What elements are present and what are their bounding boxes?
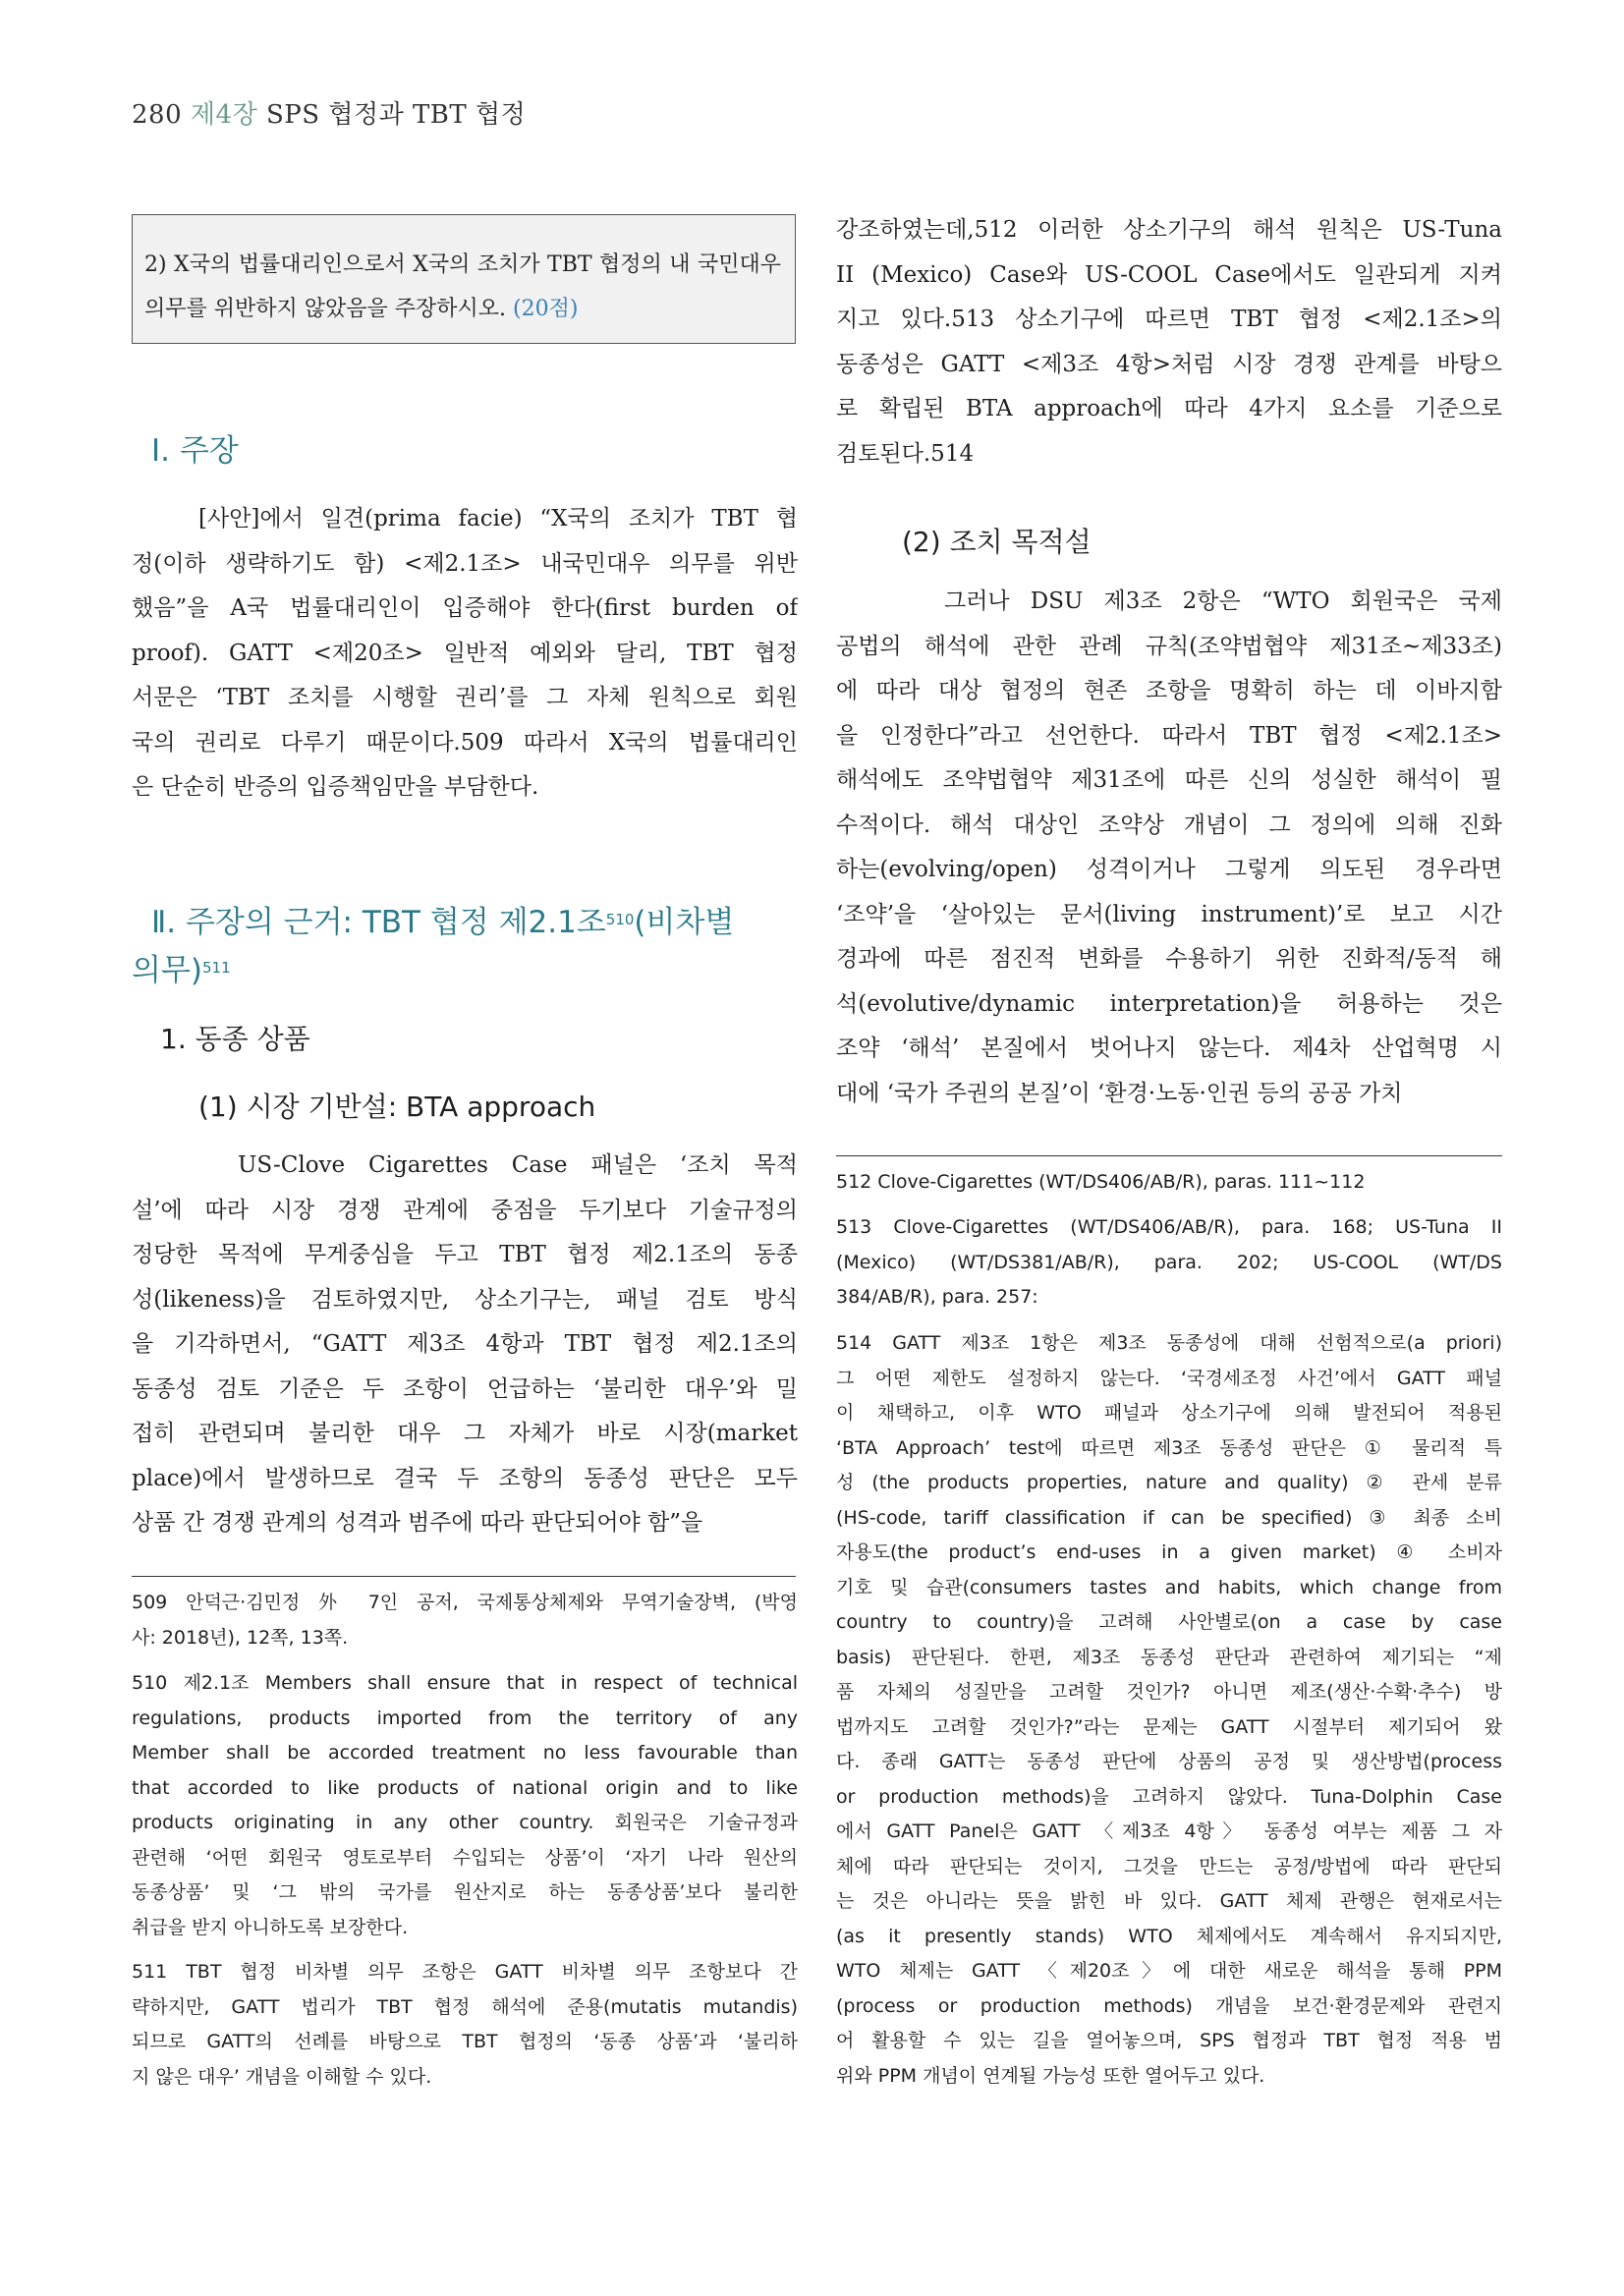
- text-line: 조약 ‘해석’ 본질에서 벗어나지 않는다. 제4차 산업혁명 시: [836, 1036, 1502, 1061]
- text-line: 사: 2018년), 12쪽, 13쪽.: [132, 1626, 349, 1649]
- left-paragraph-1: [132, 497, 798, 811]
- footnote-511: [132, 1955, 798, 2095]
- text-line: 512 Clove-Cigarettes (WT/DS406/AB/R), paras. 111~112: [836, 1171, 1366, 1193]
- text-line: 취급을 받지 아니하도록 보장한다.: [132, 1916, 409, 1938]
- text-line: 공법의 해석에 관한 관례 규칙(조약법협약 제31조~제33조): [836, 633, 1502, 659]
- footnote-509: [132, 1586, 798, 1655]
- text-line: proof). GATT <제20조> 일반적 예외와 달리, TBT 협정: [132, 640, 798, 666]
- text-line: 그러나 DSU 제3조 2항은 “WTO 회원국은 국제: [944, 588, 1502, 614]
- text-line: 위와 PPM 개념이 연계될 가능성 또한 열어두고 있다.: [836, 2064, 1265, 2087]
- text-line: (process or production methods) 개념을 보건·환경문제와 관련지: [836, 1994, 1502, 2017]
- text-line: 국의 권리로 다루기 때문이다.509 따라서 X국의 법률대리인: [132, 729, 798, 756]
- text-line: (as it presently stands) WTO 체제에서도 계속해서 유지되지만,: [836, 1925, 1502, 1947]
- text-line: 해석에도 조약법협약 제31조에 따른 신의 성실한 해석이 필: [836, 767, 1502, 793]
- text-line: 에서 GATT Panel은 GATT 〈제3조 4항〉 동종성 여부는 제품 그 자: [836, 1820, 1502, 1842]
- text-line: 되므로 GATT의 선례를 바탕으로 TBT 협정의 ‘동종 상품’과 ‘불리하: [132, 2031, 798, 2052]
- text-line: 정당한 목적에 무게중심을 두고 TBT 협정 제2.1조의 동종: [132, 1242, 798, 1267]
- text-line: 509 안덕근·김민정 外 7인 공저, 국제통상체제와 무역기술장벽, (박영: [132, 1592, 798, 1613]
- text-line: 강조하였는데,512 이러한 상소기구의 해석 원칙은 US-Tuna: [836, 217, 1502, 243]
- text-line: Member shall be accorded treatment no less favourable than: [132, 1742, 798, 1764]
- text-line: 을 기각하면서, “GATT 제3조 4항과 TBT 협정 제2.1조의: [132, 1331, 798, 1357]
- running-header: [132, 94, 526, 131]
- subsection-heading-1a: (1) 시장 기반설: BTA approach: [198, 1091, 596, 1123]
- text-line: products originating in any other country. 회원국은 기술규정과: [132, 1812, 798, 1833]
- question-box: [132, 214, 796, 344]
- text-line: 수적이다. 해석 대상인 조약상 개념이 그 정의에 의해 진화: [836, 812, 1502, 838]
- text-line: 정(이하 생략하기도 함) <제2.1조> 내국민대우 의무를 위반: [132, 550, 798, 577]
- subsection-heading-1b: (2) 조치 목적설: [902, 526, 1092, 558]
- text-line: 하는(evolving/open) 성격이거나 그렇게 의도된 경우라면: [836, 857, 1502, 882]
- text-line: [사안]에서 일견(prima facie) “X국의 조치가 TBT 협: [198, 506, 798, 532]
- text-line: WTO 체제는 GATT 〈제20조〉에 대한 새로운 해석을 통해 PPM: [836, 1960, 1502, 1982]
- text-line: 략하지만, GATT 법리가 TBT 협정 해석에 준용(mutatis mutandis): [132, 1995, 798, 2018]
- chapter-title: SPS 협정과 TBT 협정: [265, 100, 527, 130]
- text-line: 성 (the products properties, nature and quality) ② 관세 분류: [836, 1472, 1502, 1493]
- text-line: basis) 판단된다. 한편, 제3조 동종성 판단과 관련하여 제기되는 “제: [836, 1646, 1502, 1668]
- footnote-513: [836, 1210, 1502, 1316]
- text-line: 기호 및 습관(consumers tastes and habits, which change from: [836, 1576, 1502, 1598]
- text-line: 그 어떤 제한도 설정하지 않는다. ‘국경세조정 사건’에서 GATT 패널: [836, 1367, 1502, 1389]
- text-line: 지고 있다.513 상소기구에 따르면 TBT 협정 <제2.1조>의: [836, 307, 1502, 332]
- footnote-512: [836, 1165, 1502, 1201]
- text-line: 설’에 따라 시장 경쟁 관계에 중점을 두기보다 기술규정의: [132, 1197, 798, 1223]
- text-line: 동종성 검토 기준은 두 조항이 언급하는 ‘불리한 대우’와 밀: [132, 1375, 798, 1402]
- text-line: 관련해 ‘어떤 회원국 영토로부터 수입되는 상품’이 ‘자기 나라 원산의: [132, 1846, 798, 1869]
- text-line: 지 않은 대우’ 개념을 이해할 수 있다.: [132, 2065, 432, 2088]
- text-line: 성(likeness)을 검토하였지만, 상소기구는, 패널 검토 방식: [132, 1286, 798, 1313]
- text-line: II (Mexico) Case와 US-COOL Case에서도 일관되게 지켜: [836, 261, 1502, 288]
- page-number: 280: [132, 100, 183, 130]
- question-points: (20점): [513, 297, 579, 321]
- text-line: 자용도(the product’s end-uses in a given market) ④ 소비자: [836, 1541, 1502, 1563]
- text-line: regulations, products imported from the territory of any: [132, 1707, 798, 1729]
- right-paragraph-2: [836, 580, 1502, 1116]
- text-line: 검토된다.514: [836, 440, 975, 467]
- text-line: 다. 종래 GATT는 동종성 판단에 상품의 공정 및 생산방법(process: [836, 1751, 1502, 1772]
- text-line: that accorded to like products of national origin and to like: [132, 1776, 798, 1799]
- text-line: 했음”을 A국 법률대리인이 입증해야 한다(first burden of: [132, 595, 798, 621]
- section-heading-1: Ⅰ. 주장: [151, 433, 239, 469]
- footnote-514: [836, 1326, 1502, 2094]
- footnote-510: [132, 1666, 798, 1945]
- text-line: 은 단순히 반증의 입증책임만을 부담한다.: [132, 774, 539, 800]
- text-line: 석(evolutive/dynamic interpretation)을 허용하는 것은: [836, 990, 1502, 1017]
- section-heading-2: Ⅱ. 주장의 근거: TBT 협정 제2.1조$^{510}$(비차별: [151, 905, 735, 940]
- section-heading-2-cont: 의무)$^{511}$: [132, 953, 231, 988]
- text-line: 동종성은 GATT <제3조 4항>처럼 시장 경쟁 관계를 바탕으: [836, 351, 1502, 377]
- text-line: US-Clove Cigarettes Case 패널은 ‘조치 목적: [238, 1152, 798, 1178]
- right-paragraph-1: [836, 208, 1502, 476]
- text-line: country to country)을 고려해 사안별로(on a case by case: [836, 1611, 1502, 1633]
- text-line: 로 확립된 BTA approach에 따라 4가지 요소를 기준으로: [836, 396, 1502, 421]
- text-line: 서문은 ‘TBT 조치를 시행할 권리’를 그 자체 원칙으로 회원: [132, 685, 798, 710]
- text-line: 이 채택하고, 이후 WTO 패널과 상소기구에 의해 발전되어 적용된: [836, 1402, 1502, 1424]
- text-line: 514 GATT 제3조 1항은 제3조 동종성에 대해 선험적으로(a priori): [836, 1332, 1502, 1354]
- text-line: 대에 ‘국가 주권의 본질’이 ‘환경·노동·인권 등의 공공 가치: [836, 1080, 1403, 1106]
- text-line: 경과에 따른 점진적 변화를 수용하기 위한 진화적/동적 해: [836, 946, 1502, 972]
- text-line: or production methods)을 고려하지 않았다. Tuna-Dolphin Case: [836, 1785, 1502, 1808]
- text-line: (HS-code, tariff classification if can be specified) ③ 최종 소비: [836, 1506, 1502, 1529]
- text-line: (Mexico) (WT/DS381/AB/R), para. 202; US-COOL (WT/DS: [836, 1251, 1502, 1273]
- text-line: place)에서 발생하므로 결국 두 조항의 동종성 판단은 모두: [132, 1465, 798, 1491]
- text-line: 에 따라 대상 협정의 현존 조항을 명확히 하는 데 이바지함: [836, 678, 1502, 703]
- text-line: 513 Clove-Cigarettes (WT/DS406/AB/R), para. 168; US-Tuna II: [836, 1216, 1502, 1238]
- text-line: 어 활용할 수 있는 길을 열어놓으며, SPS 협정과 TBT 협정 적용 범: [836, 2030, 1502, 2051]
- text-line: 는 것은 아니라는 뜻을 밝힌 바 있다. GATT 체제 관행은 현재로서는: [836, 1890, 1502, 1912]
- footnote-rule-right: [836, 1155, 1502, 1156]
- text-line: ‘BTA Approach’ test에 따르면 제3조 동종성 판단은 ① 물리적 특: [836, 1436, 1502, 1459]
- text-line: 체에 따라 판단되는 것이지, 그것을 만드는 공정/방법에 따라 판단되: [836, 1855, 1502, 1877]
- text-line: 511 TBT 협정 비차별 의무 조항은 GATT 비차별 의무 조항보다 간: [132, 1961, 798, 1983]
- text-line: 품 자체의 성질만을 고려할 것인가? 아니면 제조(생산·수확·추수) 방: [836, 1681, 1502, 1703]
- text-line: ‘조약’을 ‘살아있는 문서(living instrument)’로 보고 시간: [836, 901, 1502, 927]
- text-line: 상품 간 경쟁 관계의 성격과 범주에 따라 판단되어야 함”을: [132, 1510, 703, 1536]
- left-paragraph-2: [132, 1144, 798, 1546]
- text-line: 을 인정한다”라고 선언한다. 따라서 TBT 협정 <제2.1조>: [836, 722, 1502, 749]
- question-text: 2) X국의 법률대리인으로서 X국의 조치가 TBT 협정의 내 국민대우 의무를 위반하지 않았음을 주장하시오.: [144, 252, 781, 321]
- text-line: 510 제2.1조 Members shall ensure that in respect of technical: [132, 1672, 798, 1694]
- subsection-heading-1: 1. 동종 상품: [160, 1023, 310, 1055]
- footnote-rule-left: [132, 1576, 796, 1577]
- text-line: 동종상품’ 및 ‘그 밖의 국가를 원산지로 하는 동종상품’보다 불리한: [132, 1881, 798, 1903]
- text-line: 법까지도 고려할 것인가?”라는 문제는 GATT 시절부터 제기되어 왔: [836, 1715, 1502, 1738]
- text-line: 384/AB/R), para. 257:: [836, 1286, 1038, 1308]
- chapter-label: 제4장: [190, 100, 258, 130]
- text-line: 접히 관련되며 불리한 대우 그 자체가 바로 시장(market: [132, 1421, 798, 1446]
